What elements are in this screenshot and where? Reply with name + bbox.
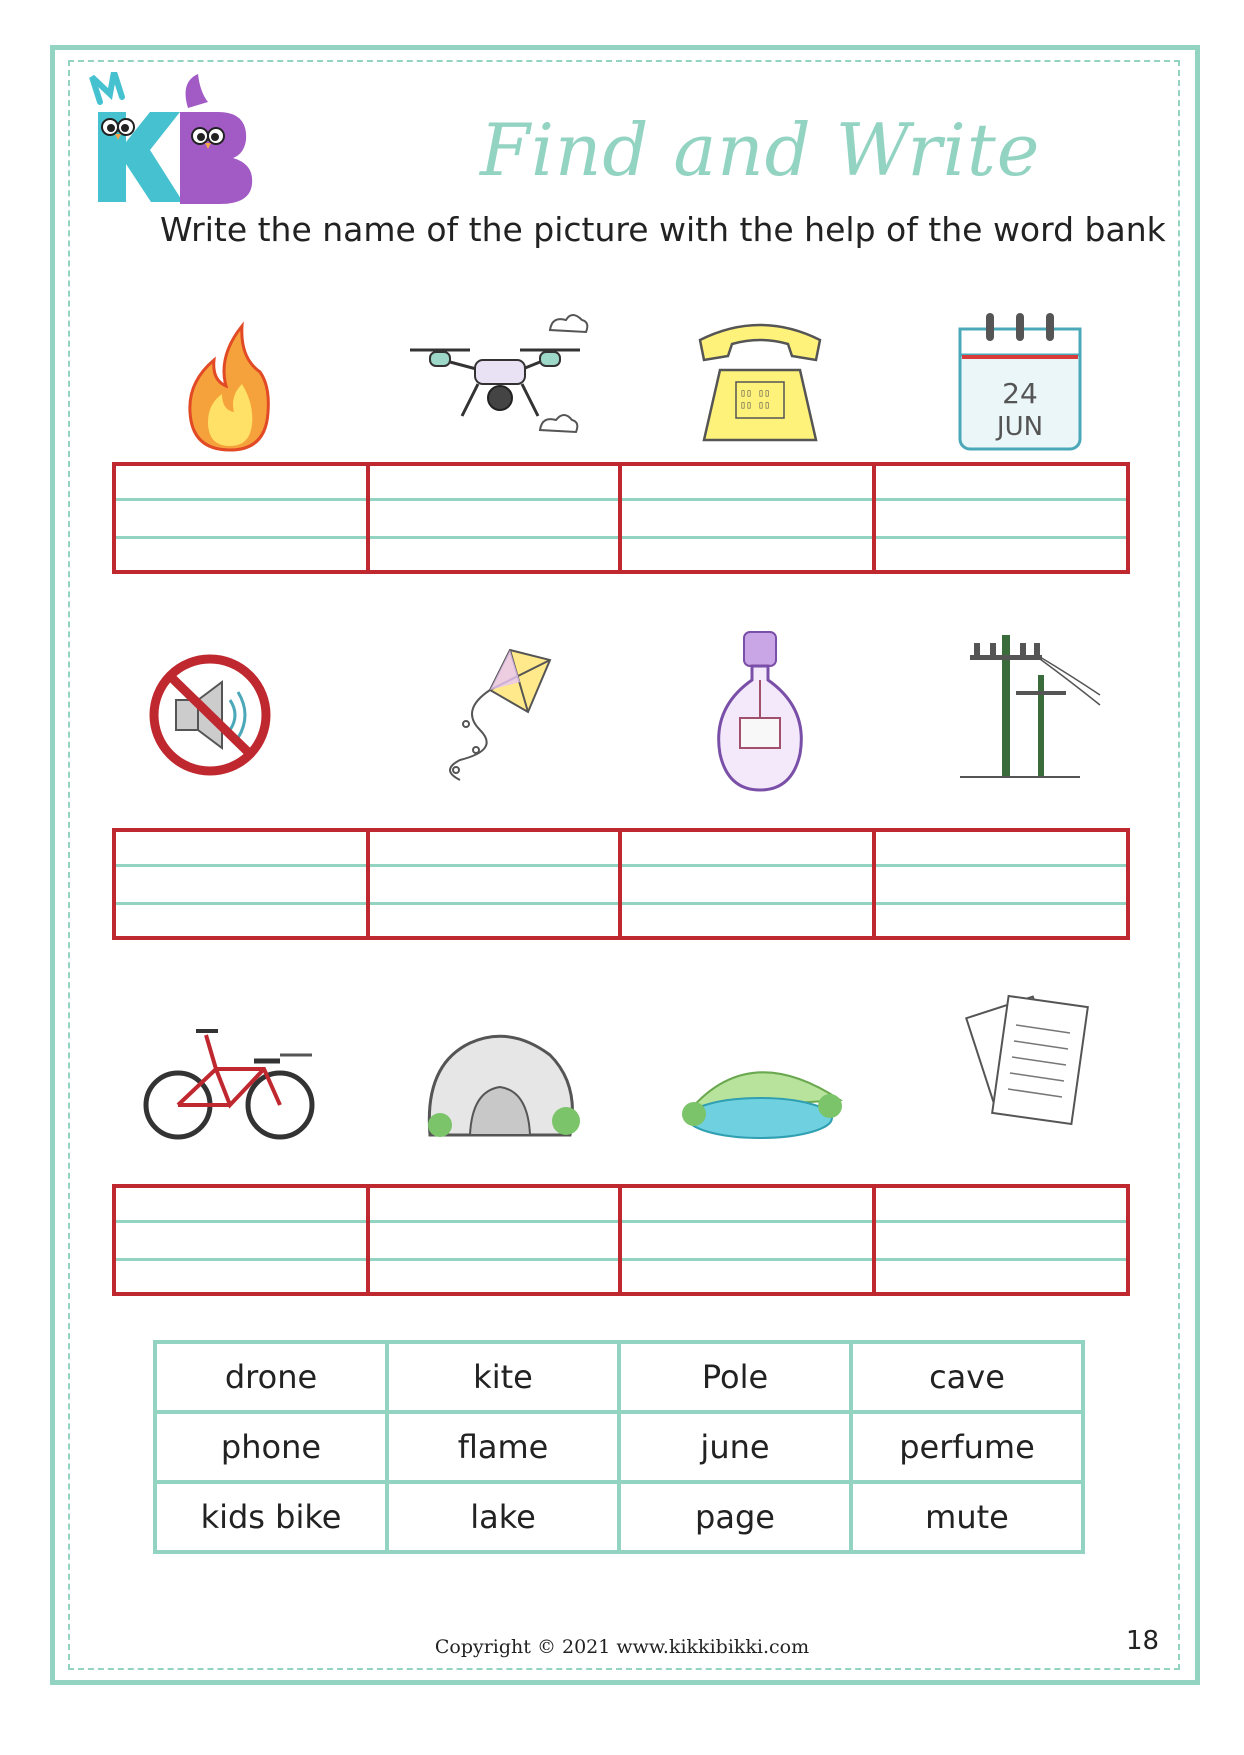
- word-bank-cell: perfume: [851, 1412, 1083, 1482]
- write-row-3[interactable]: [112, 1184, 1130, 1296]
- flame-icon: [130, 300, 330, 470]
- drone-icon: [400, 290, 600, 460]
- word-bank-cell: kite: [387, 1342, 619, 1412]
- copyright: Copyright © 2021 www.kikkibikki.com: [434, 1636, 810, 1658]
- mute-icon: [110, 630, 310, 800]
- page-icon: [920, 985, 1120, 1155]
- kids-bike-icon: [130, 995, 330, 1165]
- word-bank-cell: lake: [387, 1482, 619, 1552]
- write-row-2[interactable]: [112, 828, 1130, 940]
- svg-text:▯▯ ▯▯: ▯▯ ▯▯: [740, 388, 771, 399]
- pole-icon: [920, 625, 1120, 795]
- word-bank-cell: kids bike: [155, 1482, 387, 1552]
- write-row-1[interactable]: [112, 462, 1130, 574]
- word-bank-cell: june: [619, 1412, 851, 1482]
- word-bank-row: [155, 1482, 1083, 1552]
- calendar-icon: [920, 295, 1120, 465]
- lake-icon: [660, 1000, 860, 1170]
- page-number: 18: [1126, 1626, 1160, 1656]
- instructions: Write the name of the picture with the help of the word bank: [160, 210, 1166, 249]
- perfume-icon: [660, 630, 860, 800]
- word-bank-cell: phone: [155, 1412, 387, 1482]
- word-bank-cell: mute: [851, 1482, 1083, 1552]
- phone-icon: [660, 300, 860, 470]
- kite-icon: [400, 620, 600, 790]
- word-bank-cell: drone: [155, 1342, 387, 1412]
- kb-logo: [88, 72, 258, 212]
- word-bank: [153, 1340, 1085, 1554]
- word-bank-cell: flame: [387, 1412, 619, 1482]
- word-bank-cell: page: [619, 1482, 851, 1552]
- svg-text:JUN: JUN: [996, 412, 1044, 442]
- word-bank-cell: Pole: [619, 1342, 851, 1412]
- word-bank-row: [155, 1342, 1083, 1412]
- svg-text:▯▯ ▯▯: ▯▯ ▯▯: [740, 400, 771, 411]
- cave-icon: [400, 995, 600, 1165]
- word-bank-row: [155, 1412, 1083, 1482]
- word-bank-cell: cave: [851, 1342, 1083, 1412]
- svg-text:24: 24: [1002, 377, 1038, 410]
- page-title: Find and Write: [480, 108, 1041, 192]
